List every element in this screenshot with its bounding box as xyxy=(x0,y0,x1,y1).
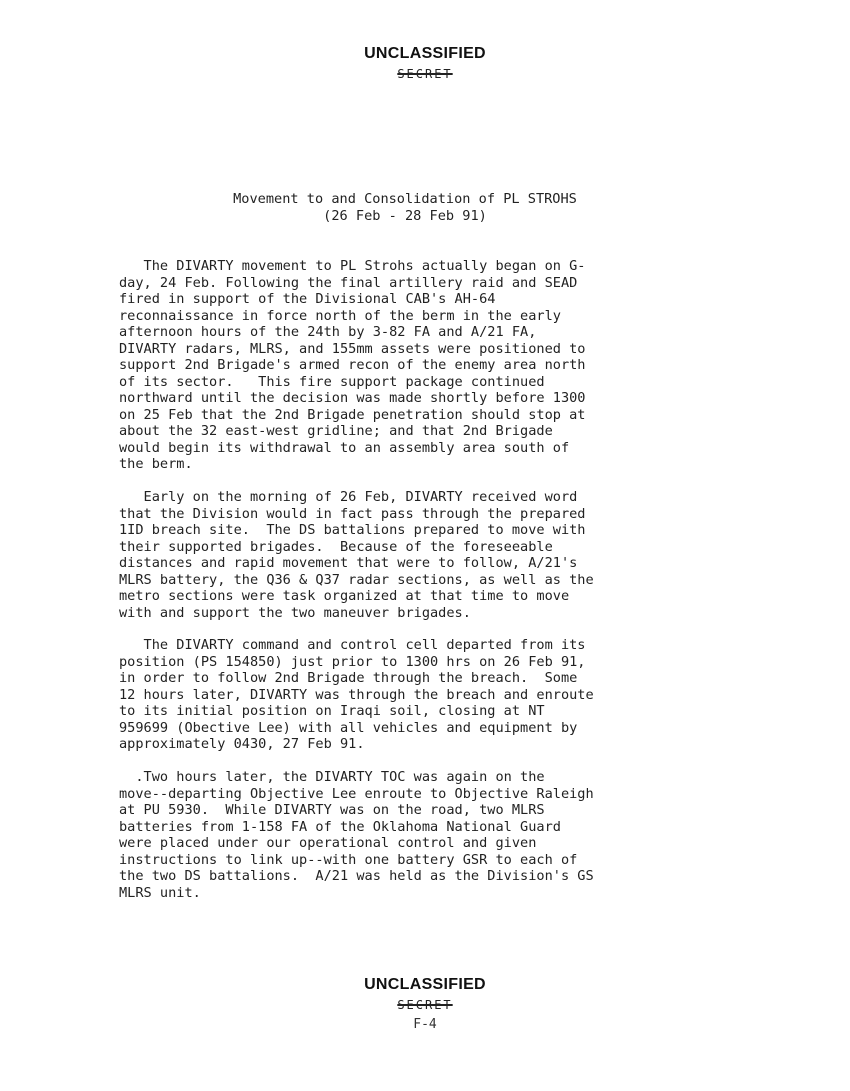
paragraph-4: .Two hours later, the DIVARTY TOC was again on the move--departing Objective Lee enroute to Objective Raleigh at PU 5930. While DIVARTY was on the road, two MLRS batteries from 1-158 FA of the Oklahoma National Guard were placed under our operational control and given instructions to link up--with one battery GSR to each of the two DS battalions. A/21 was held as the Division's GS MLRS unit. xyxy=(119,769,594,901)
paragraph-1: The DIVARTY movement to PL Strohs actually began on G- day, 24 Feb. Following the final artillery raid and SEAD fired in support of the Divisional CAB's AH-64 reconnaissance in force north of the berm in the early afternoon hours of the 24th by 3-82 FA and A/21 FA, DIVARTY radars, MLRS, and 155mm assets were positioned to support 2nd Brigade's armed recon of the enemy area north of its sector. This fire support package continued northward until the decision was made shortly before 1300 on 25 Feb that the 2nd Brigade penetration should stop at about the 32 east-west gridline; and that 2nd Brigade would begin its withdrawal to an assembly area south of the berm. xyxy=(119,258,586,472)
footer-classification: UNCLASSIFIED xyxy=(364,976,486,993)
page-number: F-4 xyxy=(413,1017,437,1032)
footer-struck-marking xyxy=(0,998,850,1012)
document-title: Movement to and Consolidation of PL STROHS xyxy=(233,191,577,207)
footer-struck-text: SECRET xyxy=(397,998,453,1012)
paragraph-2: Early on the morning of 26 Feb, DIVARTY received word that the Division would in fact pass through the prepared 1ID breach site. The DS battalions prepared to move with their supported brigades. Because of the foreseeable distances and rapid movement that were to follow, A/21's MLRS battery, the Q36 & Q37 radar sections, as well as the metro sections were task organized at that time to move with and support the two maneuver brigades. xyxy=(119,489,594,621)
header-struck-marking xyxy=(0,67,850,81)
header-struck-text: SECRET xyxy=(397,67,453,81)
header-classification: UNCLASSIFIED xyxy=(364,45,486,62)
document-date-range: (26 Feb - 28 Feb 91) xyxy=(323,208,487,224)
paragraph-3: The DIVARTY command and control cell departed from its position (PS 154850) just prior to 1300 hrs on 26 Feb 91, in order to follow 2nd Brigade through the breach. Some 12 hours later, DIVARTY was through the breach and enroute to its initial position on Iraqi soil, closing at NT 959699 (Obective Lee) with all vehicles and equipment by approximately 0430, 27 Feb 91. xyxy=(119,637,594,752)
